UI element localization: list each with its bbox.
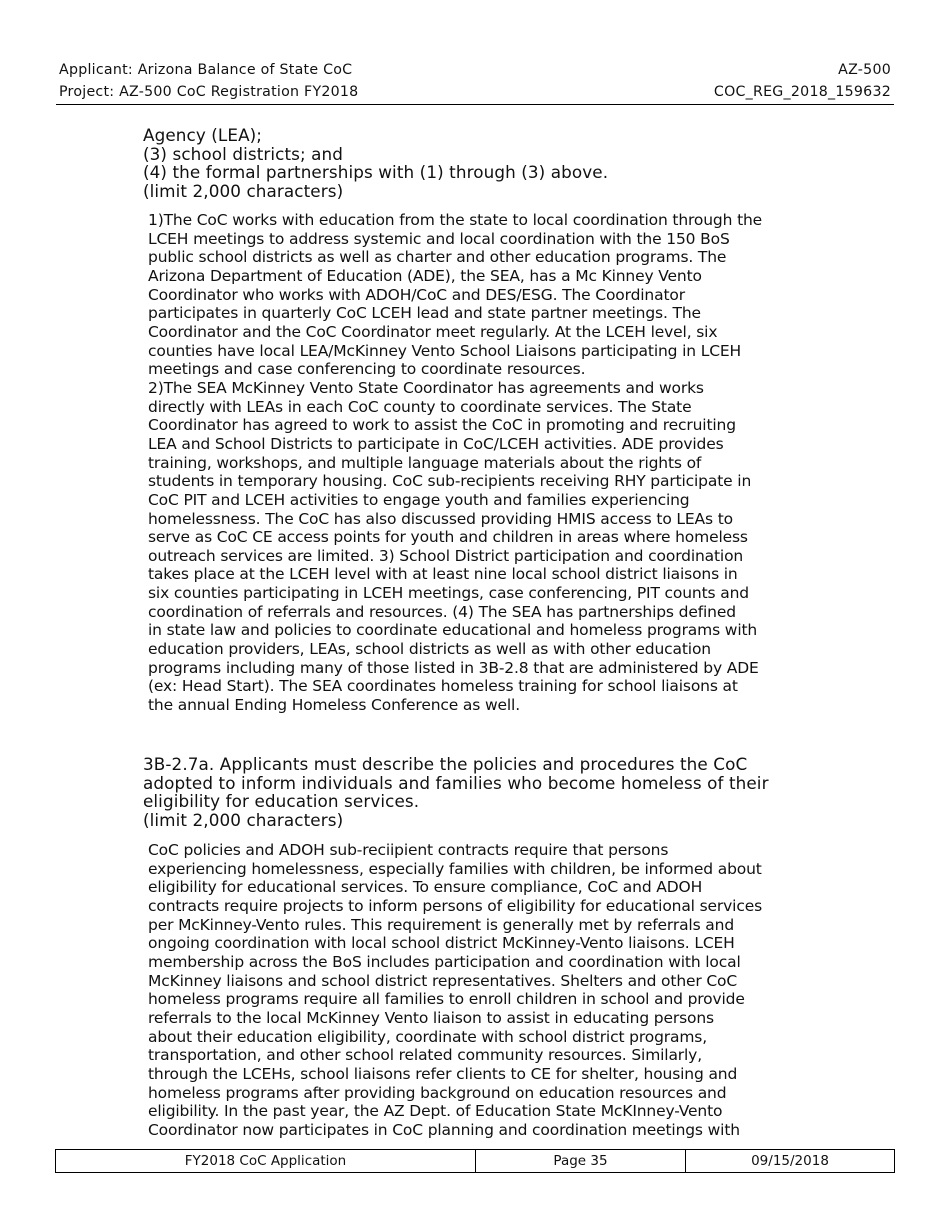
- answer-line: ongoing coordination with local school district McKinney-Vento liaisons. LCEH: [148, 934, 735, 953]
- answer-line: 1)The CoC works with education from the state to local coordination through the: [148, 211, 763, 229]
- answer-line: coordination of referrals and resources. (4) The SEA has partnerships defined: [148, 602, 736, 621]
- answer-block-partnerships: [148, 211, 818, 715]
- answer-line: 2)The SEA McKinney Vento State Coordinator has agreements and works: [148, 378, 704, 397]
- answer-line: (ex: Head Start). The SEA coordinates homeless training for school liaisons at: [148, 677, 738, 696]
- page-header-right: [714, 59, 891, 103]
- project-label: Project: AZ-500 CoC Registration FY2018: [59, 84, 359, 100]
- answer-line: counties have local LEA/McKinney Vento School Liaisons participating in LCEH: [148, 341, 742, 360]
- answer-line: CoC PIT and LCEH activities to engage youth and families experiencing: [148, 490, 690, 509]
- footer-application: FY2018 CoC Application: [56, 1150, 476, 1172]
- answer-line: per McKinney-Vento rules. This requirement is generally met by referrals and: [148, 915, 735, 934]
- applicant-label: Applicant: Arizona Balance of State CoC: [59, 62, 353, 78]
- answer-line: homeless programs after providing background on education resources and: [148, 1083, 727, 1102]
- page-footer: [55, 1149, 895, 1173]
- answer-line: Coordinator now participates in CoC planning and coordination meetings with: [148, 1120, 740, 1139]
- question-line: eligibility for education services.: [143, 791, 420, 812]
- answer-line: takes place at the LCEH level with at least nine local school district liaisons in: [148, 565, 738, 584]
- question-line: Agency (LEA);: [143, 125, 263, 145]
- answer-line: in state law and policies to coordinate educational and homeless programs with: [148, 621, 758, 640]
- project-code: AZ-500: [838, 62, 891, 78]
- answer-line: training, workshops, and multiple language materials about the rights of: [148, 453, 702, 472]
- answer-line: meetings and case conferencing to coordinate resources.: [148, 360, 586, 379]
- answer-line: education providers, LEAs, school districts as well as with other education: [148, 640, 711, 659]
- header-divider: [56, 104, 894, 105]
- answer-line: programs including many of those listed in 3B-2.8 that are administered by ADE: [148, 658, 759, 677]
- question-line: (3) school districts; and: [143, 143, 344, 164]
- footer-date: 09/15/2018: [751, 1153, 829, 1169]
- answer-line: eligibility for educational services. To ensure compliance, CoC and ADOH: [148, 878, 703, 897]
- answer-line: membership across the BoS includes participation and coordination with local: [148, 952, 741, 971]
- answer-block-education-eligibility: [148, 841, 818, 1140]
- answer-line: contracts require projects to inform persons of eligibility for educational services: [148, 896, 763, 915]
- page-header-left: [59, 59, 358, 103]
- answer-line: eligibility. In the past year, the AZ Dept. of Education State McKInney-Vento: [148, 1102, 723, 1121]
- answer-line: public school districts as well as charter and other education programs. The: [148, 248, 727, 267]
- question-line: (4) the formal partnerships with (1) through (3) above.: [143, 162, 609, 183]
- answer-line: the annual Ending Homeless Conference as well.: [148, 696, 520, 715]
- answer-line: transportation, and other school related community resources. Similarly,: [148, 1046, 702, 1065]
- question-limit: (limit 2,000 characters): [143, 180, 344, 201]
- answer-line: about their education eligibility, coordinate with school district programs,: [148, 1027, 707, 1046]
- answer-line: directly with LEAs in each CoC county to coordinate services. The State: [148, 397, 692, 416]
- answer-line: through the LCEHs, school liaisons refer clients to CE for shelter, housing and: [148, 1064, 738, 1083]
- answer-line: CoC policies and ADOH sub-reciipient contracts require that persons: [148, 841, 669, 859]
- question-line: 3B-2.7a. Applicants must describe the policies and procedures the CoC: [143, 754, 748, 774]
- answer-line: Arizona Department of Education (ADE), the SEA, has a Mc Kinney Vento: [148, 266, 702, 285]
- registration-id: COC_REG_2018_159632: [713, 84, 891, 100]
- answer-line: outreach services are limited. 3) School District participation and coordination: [148, 546, 744, 565]
- question-continued: [143, 126, 823, 200]
- answer-line: students in temporary housing. CoC sub-recipients receiving RHY participate in: [148, 472, 752, 491]
- answer-line: referrals to the local McKinney Vento liaison to assist in educating persons: [148, 1008, 714, 1027]
- question-line: adopted to inform individuals and families who become homeless of their: [143, 772, 769, 793]
- answer-line: homelessness. The CoC has also discussed providing HMIS access to LEAs to: [148, 509, 733, 528]
- answer-line: experiencing homelessness, especially families with children, be informed about: [148, 859, 762, 878]
- answer-line: participates in quarterly CoC LCEH lead and state partner meetings. The: [148, 304, 701, 323]
- answer-line: LCEH meetings to address systemic and local coordination with the 150 BoS: [148, 229, 730, 248]
- footer-page-number: Page 35: [476, 1150, 686, 1172]
- answer-line: McKinney liaisons and school district representatives. Shelters and other CoC: [148, 971, 738, 990]
- answer-line: LEA and School Districts to participate in CoC/LCEH activities. ADE provides: [148, 434, 724, 453]
- answer-line: Coordinator has agreed to work to assist the CoC in promoting and recruiting: [148, 416, 736, 435]
- question-limit: (limit 2,000 characters): [143, 809, 344, 830]
- answer-line: Coordinator and the CoC Coordinator meet regularly. At the LCEH level, six: [148, 322, 718, 341]
- answer-line: homeless programs require all families to enroll children in school and provide: [148, 990, 745, 1009]
- answer-line: serve as CoC CE access points for youth and children in areas where homeless: [148, 528, 748, 547]
- question-3b-2-7a: [143, 755, 823, 829]
- answer-line: six counties participating in LCEH meetings, case conferencing, PIT counts and: [148, 584, 749, 603]
- answer-line: Coordinator who works with ADOH/CoC and DES/ESG. The Coordinator: [148, 285, 685, 304]
